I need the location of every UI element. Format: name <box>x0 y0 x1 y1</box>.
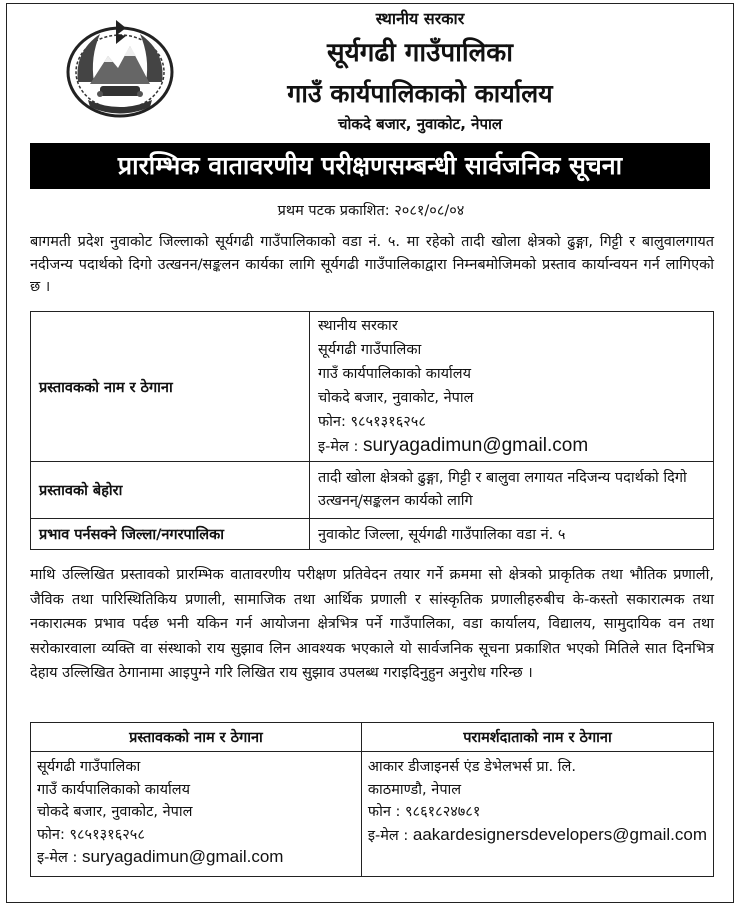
affected-area-value: नुवाकोट जिल्ला, सूर्यगढी गाउँपालिका वडा नं. ५ <box>310 519 714 550</box>
address-line: चोकदे बजार, नुवाकोट, नेपाल <box>37 804 193 820</box>
table-row <box>31 723 714 752</box>
address-line: काठमाण्डौ, नेपाल <box>367 781 462 798</box>
proposal-description-label: प्रस्तावको बेहोरा <box>31 462 310 519</box>
contact-table <box>30 722 714 877</box>
email-address: suryagadimun@gmail.com <box>362 435 589 456</box>
header-local-government: स्थानीय सरकार <box>375 9 465 28</box>
intro-paragraph: बागमती प्रदेश नुवाकोट जिल्लाको सूर्यगढी गाउँपालिकाको वडा नं. ५. मा रहेको तादी खोला क्षेत्रको ढुङ्गा, गिट्टी र बालुवालगायत नदीजन्य पदार्थको दिगो उत्खनन/सङ्कलन कार्यका लागि सूर्यगढी गाउँपालिकाद्वारा निम्नबमोजिमको प्रस्ताव कार्यान्वयन गर्न लागिएको छ । <box>30 234 714 295</box>
address-line: गाउँ कार्यपालिकाको कार्यालय <box>37 781 191 798</box>
email-line <box>37 846 355 870</box>
email-address: aakardesignersdevelopers@gmail.com <box>412 824 707 844</box>
table-row <box>31 312 714 462</box>
proposal-description-value: तादी खोला क्षेत्रको ढुङ्गा, गिट्टी र बालुवा लगायत नदिजन्य पदार्थको दिगो उत्खनन्/सङ्कलन कार्यको लागि <box>310 462 714 519</box>
body-paragraph: माथि उल्लिखित प्रस्तावको प्रारम्भिक वातावरणीय परीक्षण प्रतिवेदन तयार गर्ने क्रममा सो क्षेत्रको प्राकृतिक तथा भौतिक प्रणाली, जैविक तथा पारिस्थितिकिय प्रणाली, सामाजिक तथा आर्थिक प्रणाली र सांस्कृतिक प्रणालीहरुबीच के-कस्तो सकारात्मक तथा नकारात्मक प्रभाव पर्दछ भनी यकिन गर्न आयोजना क्षेत्रभित्र पर्ने गाउँपालिका, वडा कार्यालय, विद्यालय, सामुदायिक वन तथा सरोकारवाला व्यक्ति वा संस्थाको राय सुझाव लिन आवश्यक भएकाले यो सार्वजनिक सूचना प्रकाशित भएको मितिले सात दिनभित्र देहाय उल्लिखित ठेगानामा आइपुग्ने गरि लिखित राय सुझाव उपलब्ध गराइदिनुहुन अनुरोध गरिन्छ । <box>30 567 714 681</box>
email-line <box>318 434 705 459</box>
proposer-contact-cell <box>31 752 362 877</box>
email-prefix: इ-मेल : <box>37 850 82 866</box>
table-row <box>31 519 714 550</box>
address-line: स्थानीय सरकार <box>318 318 398 334</box>
header-address: चोकदे बजार, नुवाकोट, नेपाल <box>337 115 503 133</box>
proposal-details-table <box>30 311 714 550</box>
phone-line: फोन : ९८६१८२४७८१ <box>367 804 481 820</box>
address-line: सूर्यगढी गाउँपालिका <box>37 759 141 775</box>
email-address: suryagadimun@gmail.com <box>81 847 284 866</box>
proposer-label: प्रस्तावकको नाम र ठेगाना <box>31 312 310 462</box>
email-prefix: इ-मेल : <box>367 827 413 844</box>
publication-date: प्रथम पटक प्रकाशित: २०८१/०८/०४ <box>277 203 465 219</box>
proposer-address-cell <box>310 312 714 462</box>
consultant-contact-cell <box>361 752 713 877</box>
consultant-header: परामर्शदाताको नाम र ठेगाना <box>361 723 713 752</box>
email-line <box>368 824 707 848</box>
email-prefix: इ-मेल : <box>318 439 363 455</box>
header-office-name: गाउँ कार्यपालिकाको कार्यालय <box>287 79 553 108</box>
header-municipality-name: सूर्यगढी गाउँपालिका <box>327 38 513 68</box>
address-line: सूर्यगढी गाउँपालिका <box>318 342 422 358</box>
address-line: चोकदे बजार, नुवाकोट, नेपाल <box>318 390 474 406</box>
notice-title-banner: प्रारम्भिक वातावरणीय परीक्षणसम्बन्धी सार्वजनिक सूचना <box>30 143 710 189</box>
table-row <box>31 462 714 519</box>
phone-line: फोन: ९८५१३१६२५८ <box>318 414 426 430</box>
table-row <box>31 752 714 877</box>
affected-area-label: प्रभाव पर्नसक्ने जिल्ला/नगरपालिका <box>31 519 310 550</box>
phone-line: फोन: ९८५१३१६२५८ <box>37 826 145 843</box>
address-line: गाउँ कार्यपालिकाको कार्यालय <box>318 366 472 382</box>
address-line: आकार डीजाइनर्स एंड डेभेलभर्स प्रा. लि. <box>367 759 576 775</box>
proposer-header: प्रस्तावकको नाम र ठेगाना <box>31 723 362 752</box>
